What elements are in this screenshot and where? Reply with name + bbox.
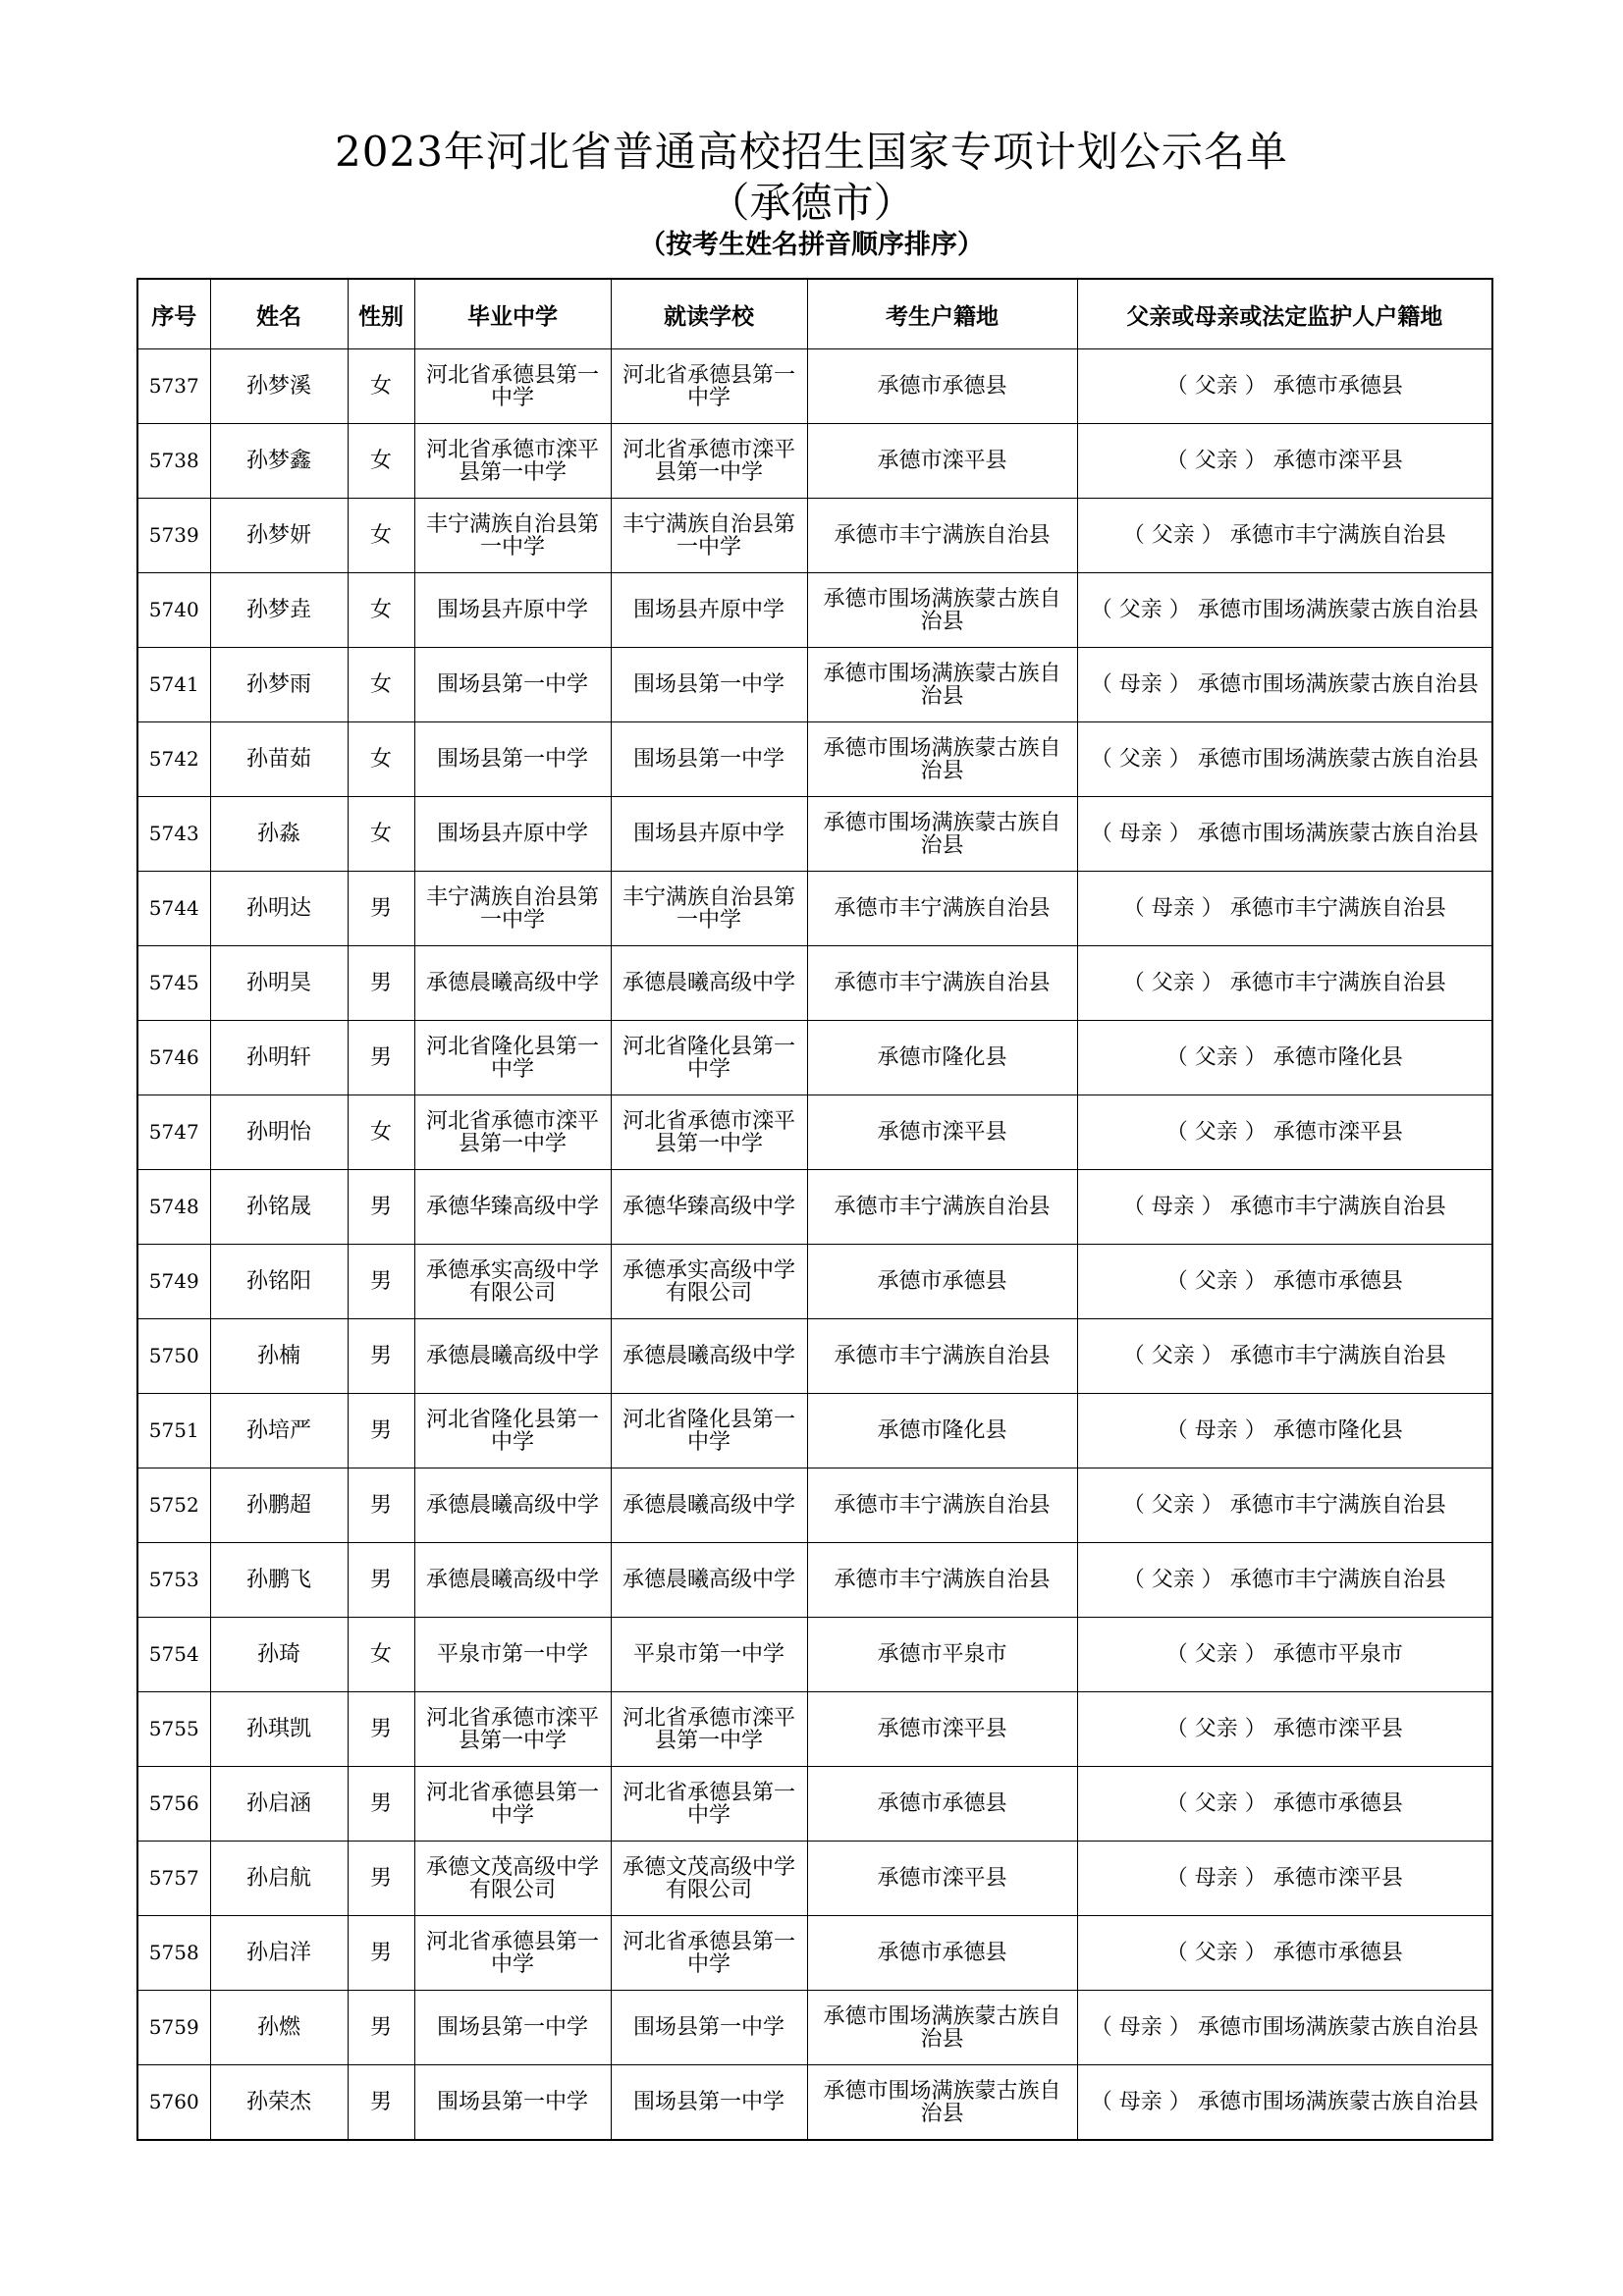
guardian-household-registration-cell: （ 父亲 ） 承德市承德县 — [1077, 1767, 1492, 1842]
table-row — [137, 648, 1492, 722]
household-registration-cell: 承德市承德县 — [807, 1767, 1077, 1842]
current-school-cell: 河北省承德县第一中学 — [611, 1916, 807, 1991]
name-cell: 孙鹏超 — [210, 1468, 348, 1543]
current-school-cell: 丰宁满族自治县第一中学 — [611, 499, 807, 573]
current-school-cell: 河北省承德县第一中学 — [611, 1767, 807, 1842]
gender-cell: 男 — [348, 1021, 414, 1095]
seq-cell: 5752 — [137, 1468, 210, 1543]
name-cell: 孙梦妍 — [210, 499, 348, 573]
gender-cell: 女 — [348, 424, 414, 499]
graduation-school-cell: 围场县第一中学 — [414, 648, 611, 722]
name-cell: 孙琪凯 — [210, 1692, 348, 1767]
graduation-school-cell: 承德晨曦高级中学 — [414, 1543, 611, 1618]
graduation-school-cell: 河北省承德县第一中学 — [414, 1767, 611, 1842]
name-cell: 孙苗茹 — [210, 722, 348, 797]
seq-cell: 5753 — [137, 1543, 210, 1618]
household-registration-cell: 承德市围场满族蒙古族自治县 — [807, 1991, 1077, 2065]
current-school-cell: 承德承实高级中学有限公司 — [611, 1245, 807, 1319]
table-row — [137, 1245, 1492, 1319]
table-row — [137, 1021, 1492, 1095]
gender-cell: 男 — [348, 1543, 414, 1618]
seq-cell: 5759 — [137, 1991, 210, 2065]
page-subtitle: （承德市） — [708, 179, 915, 227]
gender-cell: 男 — [348, 1767, 414, 1842]
name-cell: 孙明达 — [210, 872, 348, 946]
table-row — [137, 1170, 1492, 1245]
current-school-cell: 承德晨曦高级中学 — [611, 1543, 807, 1618]
graduation-school-cell: 河北省承德市滦平县第一中学 — [414, 1692, 611, 1767]
household-registration-cell: 承德市围场满族蒙古族自治县 — [807, 2065, 1077, 2141]
gender-cell: 男 — [348, 1468, 414, 1543]
seq-cell: 5757 — [137, 1842, 210, 1916]
table-row — [137, 1618, 1492, 1692]
name-cell: 孙梦溪 — [210, 349, 348, 424]
household-registration-cell: 承德市丰宁满族自治县 — [807, 1468, 1077, 1543]
guardian-household-registration-cell: （ 父亲 ） 承德市承德县 — [1077, 1245, 1492, 1319]
table-row — [137, 1394, 1492, 1468]
gender-cell: 男 — [348, 1245, 414, 1319]
graduation-school-cell: 承德晨曦高级中学 — [414, 946, 611, 1021]
name-cell: 孙梦垚 — [210, 573, 348, 648]
household-registration-cell: 承德市丰宁满族自治县 — [807, 1170, 1077, 1245]
seq-cell: 5746 — [137, 1021, 210, 1095]
graduation-school-cell: 河北省隆化县第一中学 — [414, 1021, 611, 1095]
seq-cell: 5741 — [137, 648, 210, 722]
gender-cell: 男 — [348, 1319, 414, 1394]
current-school-cell: 围场县卉原中学 — [611, 797, 807, 872]
current-school-cell: 承德晨曦高级中学 — [611, 1319, 807, 1394]
household-registration-cell: 承德市围场满族蒙古族自治县 — [807, 722, 1077, 797]
name-cell: 孙铭晟 — [210, 1170, 348, 1245]
seq-cell: 5738 — [137, 424, 210, 499]
guardian-household-registration-cell: （ 母亲 ） 承德市围场满族蒙古族自治县 — [1077, 648, 1492, 722]
name-cell: 孙启涵 — [210, 1767, 348, 1842]
gender-cell: 男 — [348, 2065, 414, 2141]
guardian-household-registration-cell: （ 父亲 ） 承德市丰宁满族自治县 — [1077, 1468, 1492, 1543]
header-col-gender: 性别 — [348, 279, 414, 349]
name-cell: 孙琦 — [210, 1618, 348, 1692]
name-cell: 孙楠 — [210, 1319, 348, 1394]
table-body — [137, 349, 1492, 2141]
table-row — [137, 1916, 1492, 1991]
guardian-household-registration-cell: （ 父亲 ） 承德市承德县 — [1077, 349, 1492, 424]
table-row — [137, 2065, 1492, 2141]
gender-cell: 女 — [348, 1618, 414, 1692]
current-school-cell: 丰宁满族自治县第一中学 — [611, 872, 807, 946]
table-row — [137, 424, 1492, 499]
seq-cell: 5755 — [137, 1692, 210, 1767]
table-row — [137, 946, 1492, 1021]
guardian-household-registration-cell: （ 父亲 ） 承德市丰宁满族自治县 — [1077, 946, 1492, 1021]
household-registration-cell: 承德市承德县 — [807, 1916, 1077, 1991]
current-school-cell: 河北省隆化县第一中学 — [611, 1021, 807, 1095]
header-col-household-registration: 考生户籍地 — [807, 279, 1077, 349]
current-school-cell: 河北省承德县第一中学 — [611, 349, 807, 424]
guardian-household-registration-cell: （ 母亲 ） 承德市丰宁满族自治县 — [1077, 872, 1492, 946]
gender-cell: 男 — [348, 1170, 414, 1245]
seq-cell: 5742 — [137, 722, 210, 797]
household-registration-cell: 承德市围场满族蒙古族自治县 — [807, 573, 1077, 648]
guardian-household-registration-cell: （ 父亲 ） 承德市滦平县 — [1077, 424, 1492, 499]
household-registration-cell: 承德市围场满族蒙古族自治县 — [807, 648, 1077, 722]
guardian-household-registration-cell: （ 母亲 ） 承德市隆化县 — [1077, 1394, 1492, 1468]
graduation-school-cell: 河北省承德市滦平县第一中学 — [414, 1095, 611, 1170]
name-cell: 孙铭阳 — [210, 1245, 348, 1319]
name-cell: 孙淼 — [210, 797, 348, 872]
household-registration-cell: 承德市隆化县 — [807, 1021, 1077, 1095]
seq-cell: 5758 — [137, 1916, 210, 1991]
table-row — [137, 1692, 1492, 1767]
gender-cell: 男 — [348, 1916, 414, 1991]
current-school-cell: 承德文茂高级中学有限公司 — [611, 1842, 807, 1916]
guardian-household-registration-cell: （ 父亲 ） 承德市滦平县 — [1077, 1095, 1492, 1170]
current-school-cell: 围场县第一中学 — [611, 722, 807, 797]
current-school-cell: 河北省承德市滦平县第一中学 — [611, 1095, 807, 1170]
current-school-cell: 平泉市第一中学 — [611, 1618, 807, 1692]
graduation-school-cell: 河北省承德市滦平县第一中学 — [414, 424, 611, 499]
roster-table — [136, 278, 1493, 2141]
household-registration-cell: 承德市丰宁满族自治县 — [807, 872, 1077, 946]
seq-cell: 5760 — [137, 2065, 210, 2141]
household-registration-cell: 承德市滦平县 — [807, 424, 1077, 499]
sort-note: （按考生姓名拼音顺序排序） — [639, 230, 984, 260]
gender-cell: 男 — [348, 1991, 414, 2065]
guardian-household-registration-cell: （ 父亲 ） 承德市丰宁满族自治县 — [1077, 1543, 1492, 1618]
name-cell: 孙梦雨 — [210, 648, 348, 722]
table-row — [137, 1767, 1492, 1842]
table-header-row — [137, 279, 1492, 349]
current-school-cell: 承德晨曦高级中学 — [611, 1468, 807, 1543]
gender-cell: 男 — [348, 872, 414, 946]
household-registration-cell: 承德市围场满族蒙古族自治县 — [807, 797, 1077, 872]
graduation-school-cell: 承德华臻高级中学 — [414, 1170, 611, 1245]
gender-cell: 女 — [348, 573, 414, 648]
graduation-school-cell: 河北省隆化县第一中学 — [414, 1394, 611, 1468]
page-header — [0, 126, 1623, 263]
seq-cell: 5751 — [137, 1394, 210, 1468]
seq-cell: 5749 — [137, 1245, 210, 1319]
graduation-school-cell: 河北省承德县第一中学 — [414, 1916, 611, 1991]
table-row — [137, 1319, 1492, 1394]
guardian-household-registration-cell: （ 母亲 ） 承德市丰宁满族自治县 — [1077, 1170, 1492, 1245]
table-row — [137, 349, 1492, 424]
table-row — [137, 872, 1492, 946]
household-registration-cell: 承德市承德县 — [807, 1245, 1077, 1319]
table-row — [137, 499, 1492, 573]
table-row — [137, 1991, 1492, 2065]
current-school-cell: 河北省承德市滦平县第一中学 — [611, 1692, 807, 1767]
name-cell: 孙荣杰 — [210, 2065, 348, 2141]
guardian-household-registration-cell: （ 父亲 ） 承德市丰宁满族自治县 — [1077, 1319, 1492, 1394]
header-col-guardian-household-registration: 父亲或母亲或法定监护人户籍地 — [1077, 279, 1492, 349]
household-registration-cell: 承德市丰宁满族自治县 — [807, 1543, 1077, 1618]
graduation-school-cell: 围场县第一中学 — [414, 2065, 611, 2141]
header-col-current-school: 就读学校 — [611, 279, 807, 349]
guardian-household-registration-cell: （ 父亲 ） 承德市隆化县 — [1077, 1021, 1492, 1095]
guardian-household-registration-cell: （ 父亲 ） 承德市承德县 — [1077, 1916, 1492, 1991]
gender-cell: 男 — [348, 946, 414, 1021]
guardian-household-registration-cell: （ 父亲 ） 承德市滦平县 — [1077, 1692, 1492, 1767]
graduation-school-cell: 承德晨曦高级中学 — [414, 1319, 611, 1394]
table-row — [137, 1842, 1492, 1916]
gender-cell: 女 — [348, 648, 414, 722]
guardian-household-registration-cell: （ 父亲 ） 承德市围场满族蒙古族自治县 — [1077, 722, 1492, 797]
table-row — [137, 1095, 1492, 1170]
current-school-cell: 围场县第一中学 — [611, 648, 807, 722]
name-cell: 孙明轩 — [210, 1021, 348, 1095]
name-cell: 孙明昊 — [210, 946, 348, 1021]
current-school-cell: 河北省隆化县第一中学 — [611, 1394, 807, 1468]
graduation-school-cell: 承德晨曦高级中学 — [414, 1468, 611, 1543]
seq-cell: 5756 — [137, 1767, 210, 1842]
header-col-name: 姓名 — [210, 279, 348, 349]
guardian-household-registration-cell: （ 父亲 ） 承德市平泉市 — [1077, 1618, 1492, 1692]
table-row — [137, 1543, 1492, 1618]
seq-cell: 5743 — [137, 797, 210, 872]
household-registration-cell: 承德市平泉市 — [807, 1618, 1077, 1692]
gender-cell: 女 — [348, 797, 414, 872]
household-registration-cell: 承德市隆化县 — [807, 1394, 1077, 1468]
current-school-cell: 河北省承德市滦平县第一中学 — [611, 424, 807, 499]
current-school-cell: 承德晨曦高级中学 — [611, 946, 807, 1021]
name-cell: 孙培严 — [210, 1394, 348, 1468]
household-registration-cell: 承德市承德县 — [807, 349, 1077, 424]
household-registration-cell: 承德市丰宁满族自治县 — [807, 499, 1077, 573]
graduation-school-cell: 承德文茂高级中学有限公司 — [414, 1842, 611, 1916]
current-school-cell: 承德华臻高级中学 — [611, 1170, 807, 1245]
graduation-school-cell: 平泉市第一中学 — [414, 1618, 611, 1692]
household-registration-cell: 承德市滦平县 — [807, 1095, 1077, 1170]
gender-cell: 女 — [348, 349, 414, 424]
guardian-household-registration-cell: （ 母亲 ） 承德市围场满族蒙古族自治县 — [1077, 2065, 1492, 2141]
graduation-school-cell: 承德承实高级中学有限公司 — [414, 1245, 611, 1319]
table-row — [137, 722, 1492, 797]
graduation-school-cell: 丰宁满族自治县第一中学 — [414, 872, 611, 946]
seq-cell: 5747 — [137, 1095, 210, 1170]
name-cell: 孙启航 — [210, 1842, 348, 1916]
household-registration-cell: 承德市丰宁满族自治县 — [807, 1319, 1077, 1394]
current-school-cell: 围场县第一中学 — [611, 2065, 807, 2141]
seq-cell: 5754 — [137, 1618, 210, 1692]
name-cell: 孙启洋 — [210, 1916, 348, 1991]
gender-cell: 女 — [348, 499, 414, 573]
graduation-school-cell: 围场县第一中学 — [414, 1991, 611, 2065]
graduation-school-cell: 丰宁满族自治县第一中学 — [414, 499, 611, 573]
guardian-household-registration-cell: （ 父亲 ） 承德市丰宁满族自治县 — [1077, 499, 1492, 573]
seq-cell: 5744 — [137, 872, 210, 946]
graduation-school-cell: 围场县卉原中学 — [414, 573, 611, 648]
household-registration-cell: 承德市丰宁满族自治县 — [807, 946, 1077, 1021]
gender-cell: 男 — [348, 1842, 414, 1916]
table-row — [137, 797, 1492, 872]
seq-cell: 5750 — [137, 1319, 210, 1394]
seq-cell: 5737 — [137, 349, 210, 424]
seq-cell: 5748 — [137, 1170, 210, 1245]
guardian-household-registration-cell: （ 父亲 ） 承德市围场满族蒙古族自治县 — [1077, 573, 1492, 648]
gender-cell: 男 — [348, 1692, 414, 1767]
graduation-school-cell: 河北省承德县第一中学 — [414, 349, 611, 424]
gender-cell: 女 — [348, 722, 414, 797]
seq-cell: 5739 — [137, 499, 210, 573]
name-cell: 孙燃 — [210, 1991, 348, 2065]
current-school-cell: 围场县卉原中学 — [611, 573, 807, 648]
guardian-household-registration-cell: （ 母亲 ） 承德市围场满族蒙古族自治县 — [1077, 1991, 1492, 2065]
table-row — [137, 573, 1492, 648]
header-col-graduation-school: 毕业中学 — [414, 279, 611, 349]
name-cell: 孙明怡 — [210, 1095, 348, 1170]
header-col-seq: 序号 — [137, 279, 210, 349]
guardian-household-registration-cell: （ 母亲 ） 承德市滦平县 — [1077, 1842, 1492, 1916]
guardian-household-registration-cell: （ 母亲 ） 承德市围场满族蒙古族自治县 — [1077, 797, 1492, 872]
name-cell: 孙鹏飞 — [210, 1543, 348, 1618]
household-registration-cell: 承德市滦平县 — [807, 1692, 1077, 1767]
household-registration-cell: 承德市滦平县 — [807, 1842, 1077, 1916]
page-title: 2023年河北省普通高校招生国家专项计划公示名单 — [335, 128, 1288, 176]
gender-cell: 男 — [348, 1394, 414, 1468]
current-school-cell: 围场县第一中学 — [611, 1991, 807, 2065]
graduation-school-cell: 围场县第一中学 — [414, 722, 611, 797]
table-row — [137, 1468, 1492, 1543]
seq-cell: 5740 — [137, 573, 210, 648]
seq-cell: 5745 — [137, 946, 210, 1021]
graduation-school-cell: 围场县卉原中学 — [414, 797, 611, 872]
name-cell: 孙梦鑫 — [210, 424, 348, 499]
gender-cell: 女 — [348, 1095, 414, 1170]
